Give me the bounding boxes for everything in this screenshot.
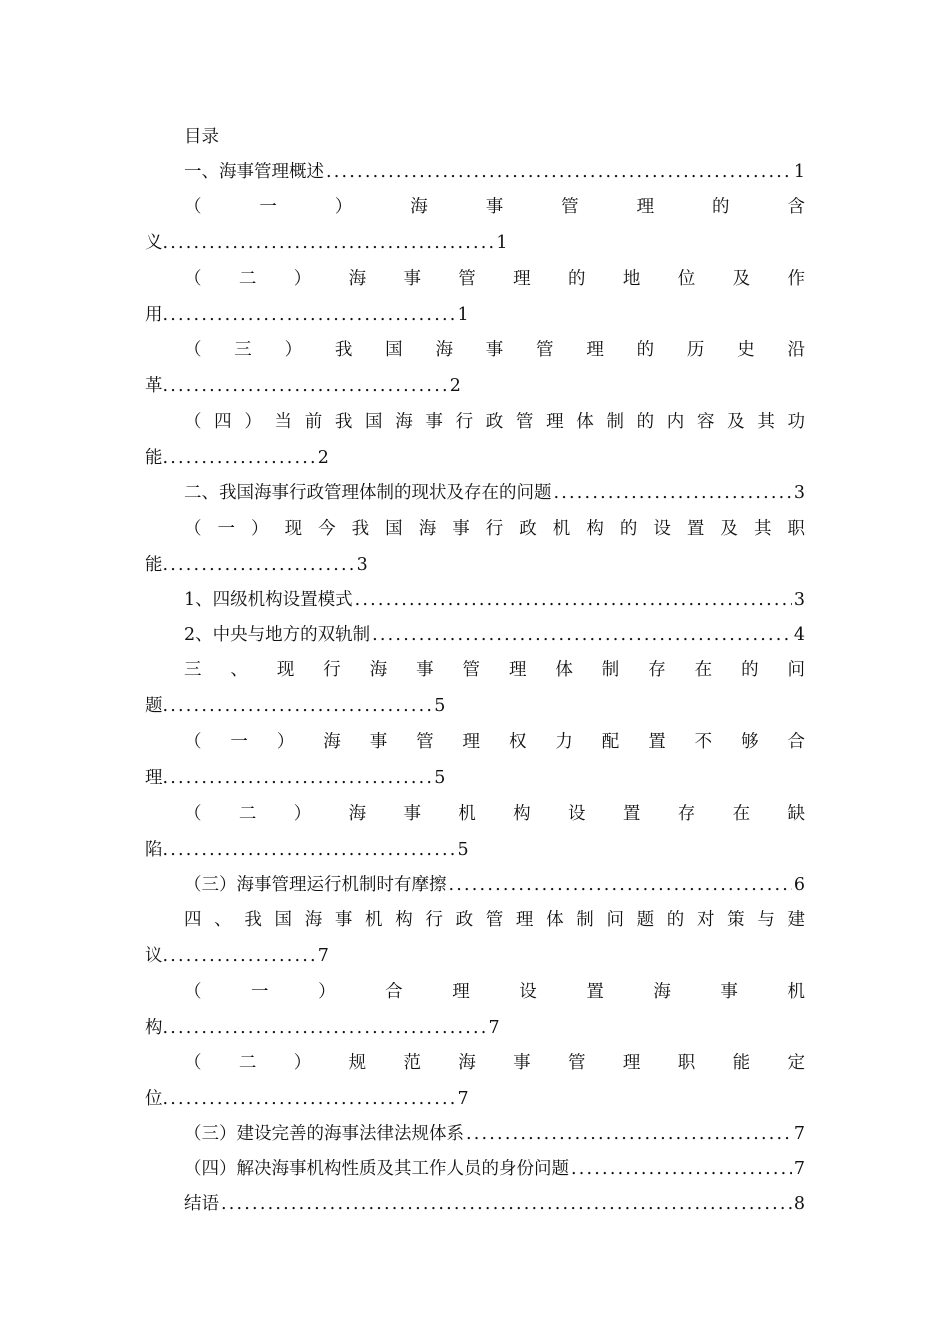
toc-entry-text: 能 (145, 555, 163, 575)
toc-entry[interactable] (184, 588, 805, 612)
toc-entry-line1[interactable]: （ 二 ） 规 范 海 事 管 理 职 能 定 (184, 1053, 805, 1073)
toc-entry-text: 用 (145, 305, 163, 325)
dot-leader (326, 160, 792, 184)
toc-title: 目录 (184, 127, 219, 147)
toc-page-number: 2 (317, 448, 329, 468)
toc-entry-line1[interactable]: （ 二 ） 海 事 管 理 的 地 位 及 作 (184, 269, 805, 289)
toc-entry-line1[interactable]: （ 一 ） 合 理 设 置 海 事 机 (184, 982, 805, 1002)
toc-entry[interactable] (184, 1192, 805, 1216)
dot-leader: ......................... (162, 555, 357, 575)
dot-leader (449, 873, 792, 897)
dot-leader (221, 1192, 792, 1216)
toc-entry-line2[interactable] (145, 766, 805, 790)
toc-entry-line1[interactable]: （ 三 ） 我 国 海 事 管 理 的 历 史 沿 (184, 340, 805, 360)
toc-entry[interactable] (184, 160, 805, 184)
toc-entry-line1[interactable]: （ 一 ） 海 事 管 理 权 力 配 置 不 够 合 (184, 732, 805, 752)
toc-entry-line2[interactable] (145, 1016, 805, 1040)
toc-page-number: 5 (457, 840, 469, 860)
toc-entry-line2[interactable] (145, 303, 805, 327)
toc-entry[interactable] (184, 481, 805, 505)
toc-entry-line2[interactable] (145, 231, 805, 255)
toc-page-number: 1 (457, 305, 469, 325)
toc-entry-text: 陷 (145, 840, 163, 860)
toc-page-number: 7 (457, 1089, 469, 1109)
toc-page-number: 3 (793, 483, 805, 503)
dot-leader: .................... (162, 946, 318, 966)
toc-entry[interactable] (184, 1157, 805, 1181)
toc-page-number: 3 (793, 590, 805, 610)
dot-leader: ...................................... (162, 305, 458, 325)
dot-leader: ..................................... (162, 376, 450, 396)
toc-entry[interactable] (184, 623, 805, 647)
toc-page-number: 6 (793, 875, 805, 895)
toc-entry-line1[interactable]: 四 、 我 国 海 事 机 构 行 政 管 理 体 制 问 题 的 对 策 与 建 (184, 910, 805, 930)
toc-entry-line2[interactable] (145, 838, 805, 862)
toc-entry[interactable] (184, 1122, 805, 1146)
dot-leader (571, 1157, 792, 1181)
toc-page-number: 2 (449, 376, 461, 396)
toc-page-number: 7 (793, 1124, 805, 1144)
dot-leader (372, 623, 792, 647)
toc-entry-text: 位 (145, 1089, 163, 1109)
toc-entry-line1[interactable]: 三 、 现 行 海 事 管 理 体 制 存 在 的 问 (184, 660, 805, 680)
toc-page-number: 7 (488, 1018, 500, 1038)
toc-entry-text: 义 (145, 233, 163, 253)
toc-page-number: 1 (496, 233, 508, 253)
toc-page-number: 7 (317, 946, 329, 966)
dot-leader (355, 588, 792, 612)
toc-page-number: 5 (434, 696, 446, 716)
toc-entry-line2[interactable] (145, 944, 805, 968)
toc-entry-text: 二、我国海事行政管理体制的现状及存在的问题 (184, 483, 552, 503)
dot-leader: .......................................... (162, 1018, 489, 1038)
toc-entry-text: 题 (145, 696, 163, 716)
toc-page-number: 4 (793, 625, 805, 645)
dot-leader: ........................................... (162, 233, 497, 253)
toc-entry[interactable] (184, 873, 805, 897)
toc-page-number: 3 (356, 555, 368, 575)
toc-entry-text: 结语 (184, 1194, 219, 1214)
toc-page-number: 5 (434, 768, 446, 788)
toc-entry-text: 能 (145, 448, 163, 468)
toc-entry-text: 革 (145, 376, 163, 396)
toc-entry-text: 理 (145, 768, 163, 788)
dot-leader: ...................................... (162, 1089, 458, 1109)
toc-entry-text: 2、中央与地方的双轨制 (184, 625, 371, 645)
toc-entry-line1[interactable]: （ 一 ） 现 今 我 国 海 事 行 政 机 构 的 设 置 及 其 职 (184, 519, 805, 539)
dot-leader (466, 1122, 792, 1146)
toc-entry-text: 构 (145, 1018, 163, 1038)
dot-leader: .................... (162, 448, 318, 468)
toc-entry-line2[interactable] (145, 1087, 805, 1111)
dot-leader: ...................................... (162, 840, 458, 860)
toc-entry-line2[interactable] (145, 374, 805, 398)
toc-entry-line1[interactable]: （ 二 ） 海 事 机 构 设 置 存 在 缺 (184, 804, 805, 824)
toc-page-number: 7 (793, 1159, 805, 1179)
dot-leader: ................................... (162, 768, 435, 788)
toc-entry-line2[interactable] (145, 694, 805, 718)
toc-entry-line2[interactable] (145, 446, 805, 470)
toc-entry-line1[interactable]: （ 一 ） 海 事 管 理 的 含 (184, 197, 805, 217)
dot-leader: ................................... (162, 696, 435, 716)
toc-entry-text: 议 (145, 946, 163, 966)
toc-entry-text: 1、四级机构设置模式 (184, 590, 353, 610)
toc-page-number: 1 (793, 162, 805, 182)
toc-entry-text: （四）解决海事机构性质及其工作人员的身份问题 (184, 1159, 569, 1179)
toc-entry-text: （三）海事管理运行机制时有摩擦 (184, 875, 447, 895)
toc-entry-text: （三）建设完善的海事法律法规体系 (184, 1124, 464, 1144)
toc-page-number: 8 (793, 1194, 805, 1214)
toc-entry-text: 一、海事管理概述 (184, 162, 324, 182)
toc-entry-line2[interactable] (145, 553, 805, 577)
dot-leader (554, 481, 792, 505)
toc-entry-line1[interactable]: （ 四 ） 当 前 我 国 海 事 行 政 管 理 体 制 的 内 容 及 其 功 (184, 412, 805, 432)
